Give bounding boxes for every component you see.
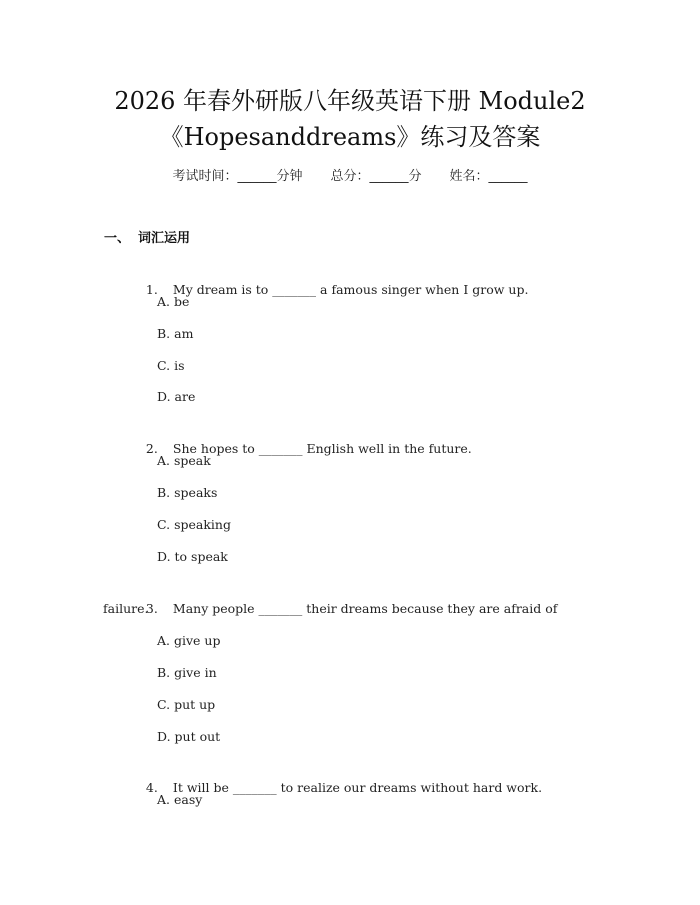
question-text: She hopes to _______ English well in the future. xyxy=(172,441,472,456)
option-3a[interactable]: A. give up xyxy=(157,633,221,648)
page-title-line2: 《Hopesanddreams》练习及答案 xyxy=(159,123,541,151)
exam-meta xyxy=(0,167,700,187)
question-text: It will be _______ to realize our dreams without hard work. xyxy=(172,780,543,795)
page-title-line1: 2026 年春外研版八年级英语下册 Module2 xyxy=(114,87,586,115)
question-number: 2. xyxy=(145,441,158,456)
option-3d[interactable]: D. put out xyxy=(157,729,221,744)
question-number: 4. xyxy=(145,780,158,795)
option-3c[interactable]: C. put up xyxy=(157,697,216,712)
option-2b[interactable]: B. speaks xyxy=(157,485,218,500)
option-1b[interactable]: B. am xyxy=(157,326,194,341)
score-label: 总分：______分 xyxy=(330,169,422,184)
question-number: 3. xyxy=(145,601,158,616)
option-1c[interactable]: C. is xyxy=(157,358,185,373)
question-1 xyxy=(130,260,528,320)
question-text-line1: Many people _______ their dreams because they are afraid of xyxy=(172,601,558,616)
section-number: 一、 xyxy=(104,231,131,246)
question-number: 1. xyxy=(145,282,158,297)
section-heading xyxy=(104,229,190,249)
option-2c[interactable]: C. speaking xyxy=(157,517,231,532)
option-2a[interactable]: A. speak xyxy=(157,453,211,468)
option-1a[interactable]: A. be xyxy=(157,294,190,309)
time-label: 考试时间：______分钟 xyxy=(172,169,303,184)
option-2d[interactable]: D. to speak xyxy=(157,549,228,564)
question-text: My dream is to _______ a famous singer when I grow up. xyxy=(172,282,529,297)
name-label: 姓名：______ xyxy=(449,169,528,184)
option-1d[interactable]: D. are xyxy=(157,389,196,404)
section-title: 词汇运用 xyxy=(138,231,191,246)
option-3b[interactable]: B. give in xyxy=(157,665,217,680)
option-4a[interactable]: A. easy xyxy=(157,792,203,807)
question-3 xyxy=(130,579,557,639)
question-text-line2: failure. xyxy=(103,601,149,616)
